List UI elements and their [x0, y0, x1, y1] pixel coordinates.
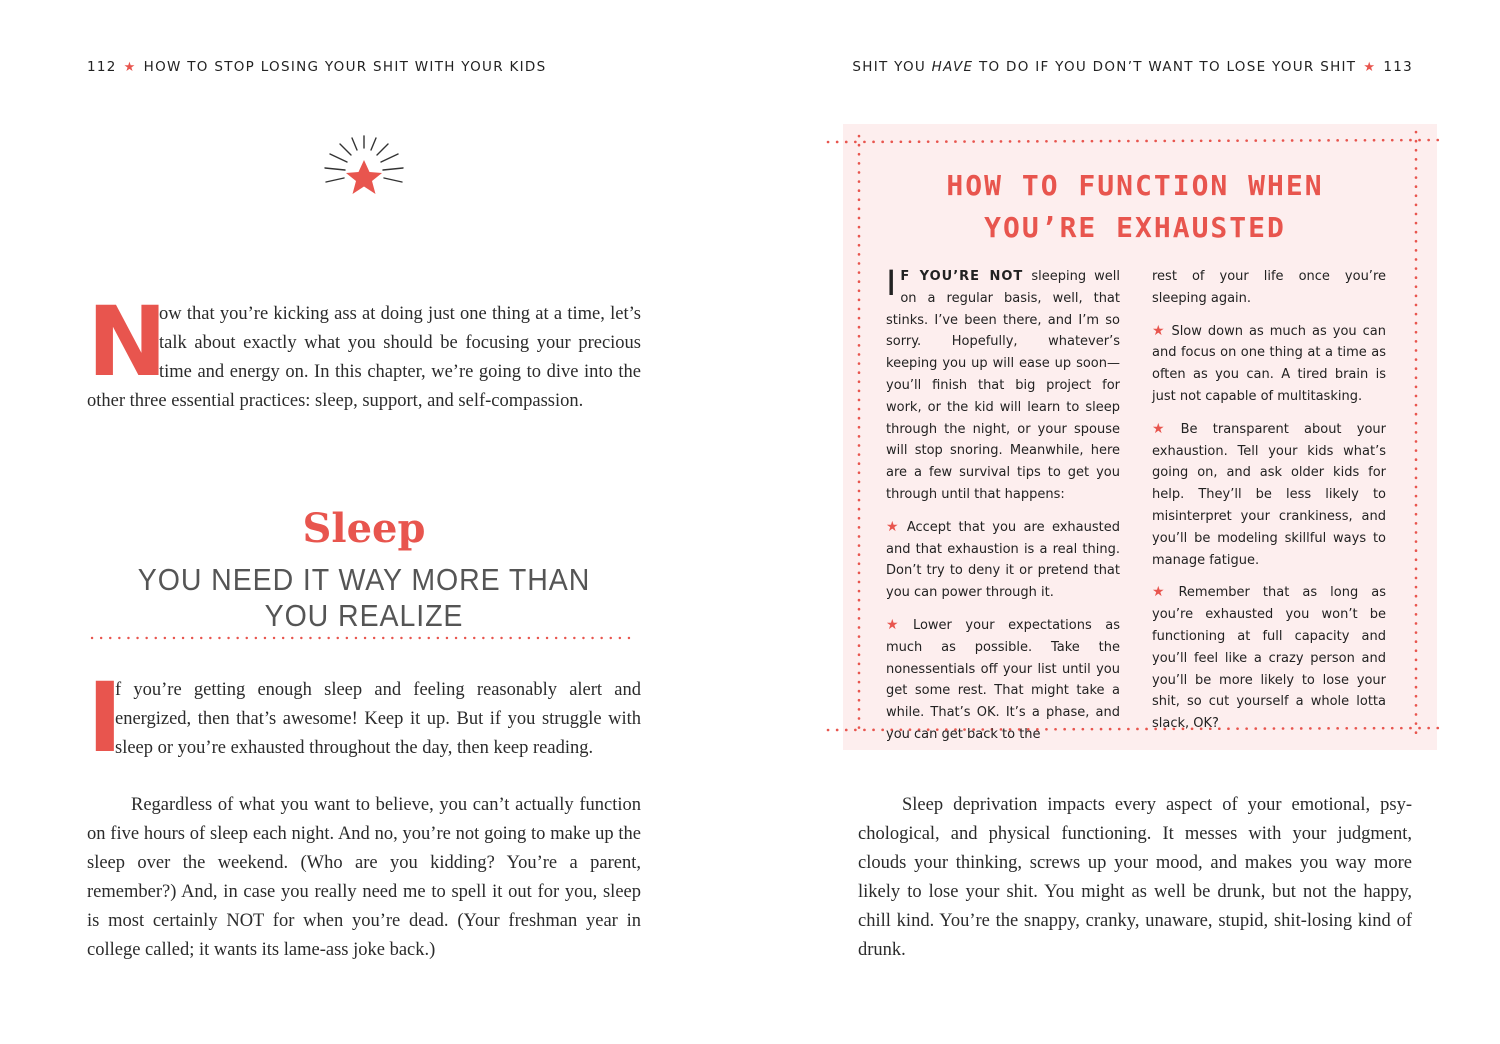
running-head-right — [852, 59, 1413, 75]
sidebar-lead — [886, 266, 1120, 506]
sidebar-title-line-1: HOW TO FUNCTION WHEN — [946, 169, 1324, 202]
section-title: Sleep — [302, 505, 426, 552]
running-head-right-post: TO DO IF YOU DON’T WANT TO LOSE YOUR SHIT — [973, 59, 1357, 75]
page-number-right: 113 — [1383, 59, 1413, 75]
sleep-deprivation-paragraph: Sleep deprivation impacts every aspect of your emotional, psychological, and physical functioning. It messes with your judgment, clouds your thinking, screws up your mood, and makes you way more likely to lose your shit. You might as well be drunk, but not the happy, chill kind. You’re the snappy, cranky, unaware, stupid, shit-losing kind of drunk. — [858, 795, 1412, 960]
right-page — [750, 0, 1500, 1044]
drop-cap-n: N — [87, 286, 166, 398]
tip-1-text: Accept that you are exhausted and that exhaustion is a real thing. Don’t try to deny it or pretend that you can power through it. — [886, 519, 1120, 601]
tip-3 — [1152, 321, 1386, 408]
sidebar-lead-caps: F YOU’RE NOT — [900, 269, 1024, 284]
star-icon: ★ — [123, 60, 137, 75]
star-bullet-icon: ★ — [1152, 322, 1167, 339]
tip-2-text: Lower your expectations as much as possible. Take the nonessentials off your list until you get some rest. That might take a while. That’s OK. It’s a phase, and you can get back to the — [886, 617, 1120, 742]
running-head-right-em: HAVE — [931, 59, 974, 75]
tip-4-text: Be transparent about your exhaustion. Tell your kids what’s going on, and ask older kids for help. They’ll be less likely to misinterpret your crankiness, and you’ll be modeling skillful ways to manage fatigue. — [1152, 421, 1386, 568]
sleep-paragraph-2: Regardless of what you want to believe, you can’t actually function on five hours of sleep each night. And no, you’re not going to make up the sleep over the weekend. (Who are you kidding? You’re a parent, remember?) And, in case you really need me to spell it out for you, sleep is most certainly NOT for when you’re dead. (Your freshman year in college called; it wants its lame-ass joke back.) — [87, 795, 641, 960]
tip-5 — [1152, 582, 1386, 735]
dotted-divider — [90, 632, 640, 644]
star-bullet-icon: ★ — [886, 518, 902, 535]
sidebar-drop-cap: I — [886, 264, 897, 304]
intro-text: ow that you’re kicking ass at doing just one thing at a time, let’s talk about exactly what you should be focusing your precious time and energy on. In this chapter, we’re going to dive into the other three essential practices: sleep, support, and self-compassion. — [87, 304, 641, 411]
running-head-right-pre: SHIT YOU — [852, 59, 932, 75]
star-icon: ★ — [1363, 60, 1377, 75]
tip-2 — [886, 615, 1120, 746]
section-subtitle: YOU NEED IT WAY MORE THAN YOU REALIZE — [137, 562, 591, 633]
starburst-icon — [322, 134, 406, 204]
drop-cap-i: I — [87, 662, 123, 774]
star-bullet-icon: ★ — [886, 616, 908, 633]
tip-5-text: Remember that as long as you’re exhausted you won’t be functioning at full capacity and you’ll feel like a crazy person and you’ll be more likely to lose your shit, so cut yourself a whole lotta slack, OK? — [1152, 585, 1386, 732]
sleep-paragraph-1 — [87, 662, 641, 774]
tip-1 — [886, 517, 1120, 604]
tip-3-text: Slow down as much as you can and focus on one thing at a time as often as you can. A tired brain is just not capable of multitasking. — [1152, 323, 1387, 404]
sidebar-lead-text: sleeping well on a regular basis, well, that stinks. I’ve been there, and I’m so sorry. Hopefully, whatever’s keeping you up will ease up soon—you’ll finish that big project for work, or the kid will learn to sleep through the night, or your spouse will stop snoring. Meanwhile, here are a few survival tips to get you through until that happens: — [886, 269, 1120, 502]
star-bullet-icon: ★ — [1152, 420, 1176, 437]
sidebar-column-2 — [1152, 266, 1386, 746]
intro-paragraph — [87, 286, 641, 416]
sidebar-title-line-2: YOU’RE EXHAUSTED — [984, 211, 1286, 244]
page-number-left: 112 — [87, 59, 117, 75]
sidebar-title — [870, 165, 1400, 249]
running-head-left-text: HOW TO STOP LOSING YOUR SHIT WITH YOUR KIDS — [143, 59, 547, 75]
star-bullet-icon: ★ — [1152, 584, 1174, 601]
tip-4 — [1152, 419, 1386, 572]
tip-2-continued: rest of your life once you’re sleeping again. — [1152, 269, 1386, 306]
sidebar-column-1 — [886, 266, 1120, 757]
running-head-left — [87, 59, 547, 75]
sleep-paragraph-1-text: f you’re getting enough sleep and feeling reasonably alert and energized, then that’s awesome! Keep it up. But if you struggle with sleep or you’re exhausted throughout the day, then keep reading. — [115, 680, 641, 758]
